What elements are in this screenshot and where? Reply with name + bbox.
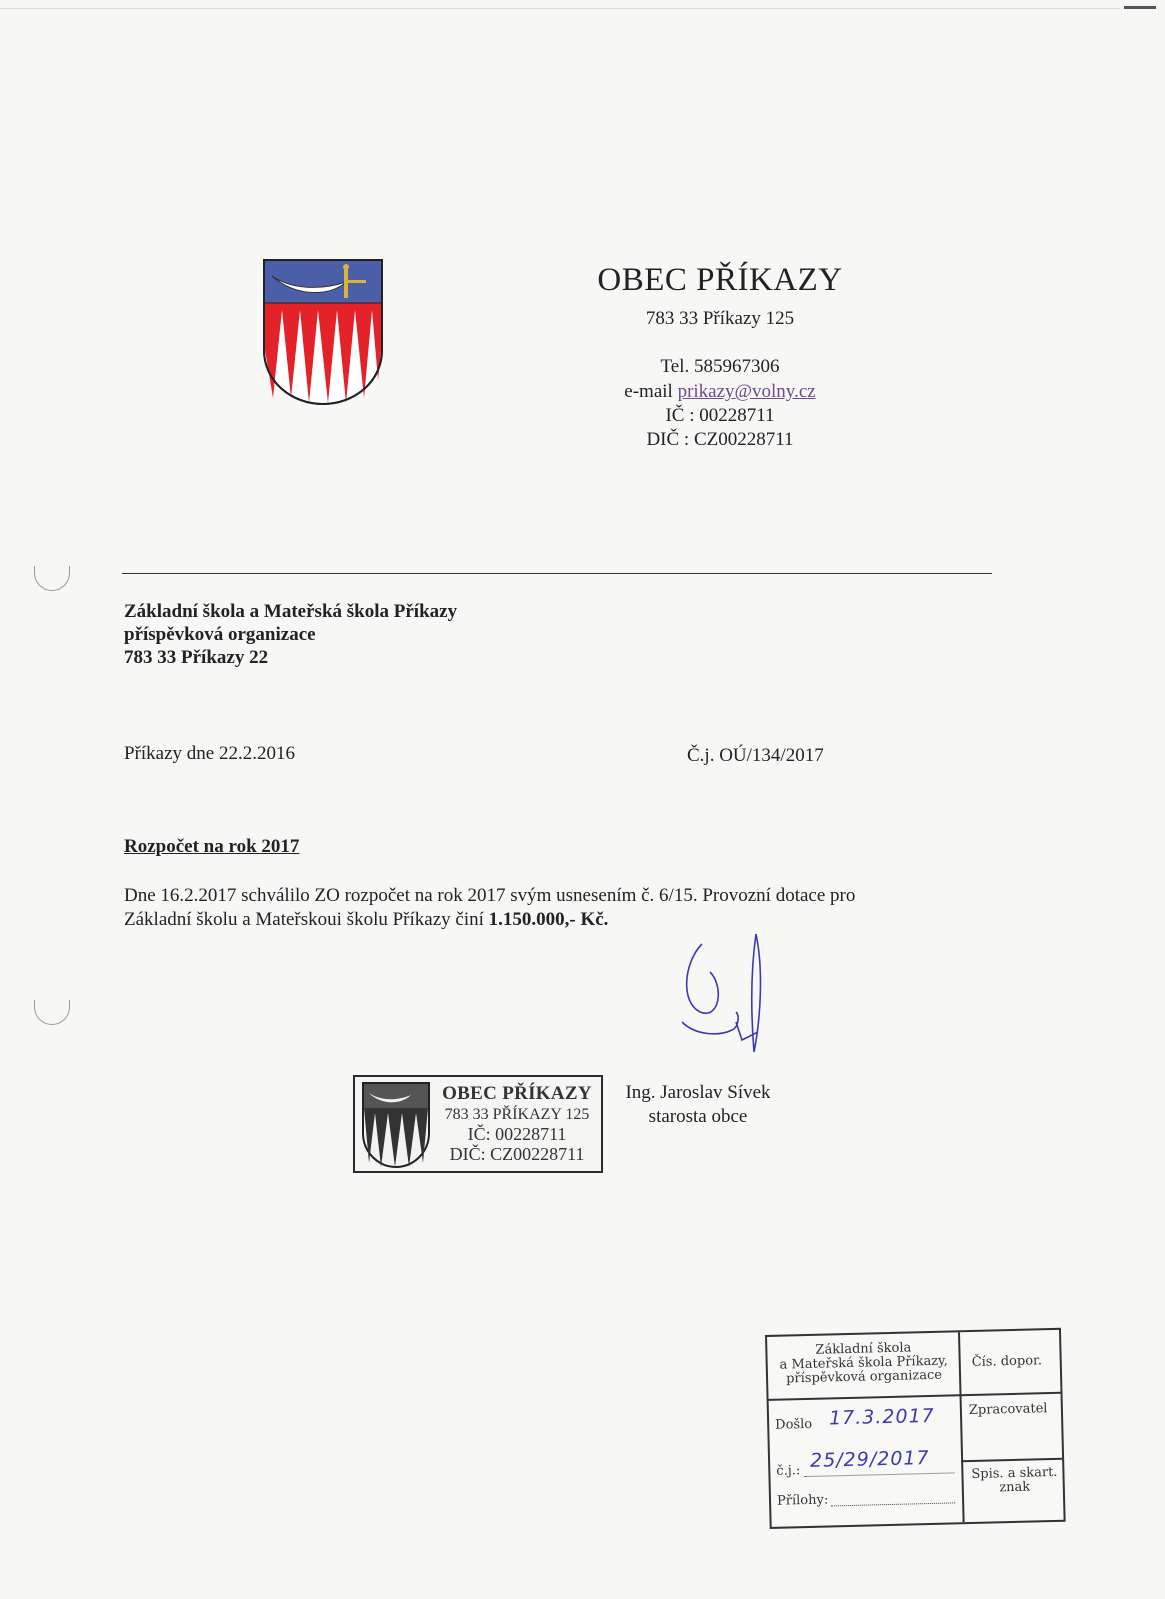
body-line-2-text: Základní školu a Mateřskoui školu Příkazy činí <box>124 909 489 930</box>
registry-zpracovatel-label: Zpracovatel <box>968 1401 1048 1419</box>
registry-org-name <box>769 1340 958 1387</box>
binder-hole-lower <box>34 1000 70 1025</box>
municipal-stamp <box>353 1075 603 1173</box>
municipality-email-line <box>570 381 870 403</box>
municipality-ic: IČ : 00228711 <box>665 405 775 426</box>
registry-spis-line-1: Spis. a skart. <box>971 1464 1058 1482</box>
stamp-crest-icon <box>361 1081 431 1169</box>
registry-receipt-stamp <box>765 1328 1066 1529</box>
email-link[interactable]: prikazy@volny.cz <box>677 381 816 402</box>
body-line-1: Dne 16.2.2017 schválilo ZO rozpočet na rok 2017 svým usnesením č. 6/15. Provozní dotace pro <box>124 885 856 906</box>
registry-divider-right-2 <box>961 1458 1062 1462</box>
coat-of-arms-icon <box>262 258 384 406</box>
recipient-address <box>124 600 457 669</box>
stamp-address: 783 33 PŘÍKAZY 125 <box>444 1106 590 1123</box>
municipality-address: 783 33 Příkazy 125 <box>645 308 795 329</box>
binder-hole-upper <box>34 566 70 591</box>
registry-prilohy-label: Přílohy: <box>776 1492 829 1509</box>
registry-cj-value: 25/29/2017 <box>809 1447 930 1472</box>
scan-corner-mark <box>1124 6 1156 9</box>
handwritten-signature <box>680 932 790 1062</box>
stamp-dic: DIČ: CZ00228711 <box>449 1144 585 1164</box>
email-label: e-mail <box>624 381 678 402</box>
subsidy-amount: 1.150.000,- Kč. <box>488 909 609 930</box>
registry-cj-label: č.j.: <box>776 1463 801 1479</box>
stamp-text <box>433 1083 601 1164</box>
registry-org-line-2: a Mateřská škola Příkazy, <box>779 1353 949 1373</box>
registry-divider-right-1 <box>960 1392 1061 1396</box>
registry-org-line-3: příspěvková organizace <box>785 1367 943 1387</box>
body-line-2 <box>124 908 984 932</box>
stamp-ic: IČ: 00228711 <box>467 1124 567 1144</box>
stamp-title: OBEC PŘÍKAZY <box>442 1083 592 1104</box>
place-date: Příkazy dne 22.2.2016 <box>124 743 295 764</box>
signatory-name: Ing. Jaroslav Sívek <box>625 1082 771 1103</box>
signatory-role: starosta obce <box>648 1106 748 1127</box>
registry-org-line-1: Základní škola <box>815 1340 912 1358</box>
registry-doslo-label: Došlo <box>775 1416 813 1433</box>
letterhead <box>570 262 870 299</box>
registry-spis-label <box>966 1466 1063 1496</box>
registry-spis-line-2: znak <box>999 1479 1031 1496</box>
registry-prilohy-dotted-line <box>831 1502 955 1506</box>
registry-doslo-value: 17.3.2017 <box>828 1404 935 1430</box>
registry-cj-dotted-line <box>804 1472 954 1477</box>
recipient-line-1: Základní škola a Mateřská škola Příkazy <box>124 601 458 622</box>
scan-top-edge <box>0 8 1120 9</box>
letter-body <box>124 884 984 932</box>
municipality-title: OBEC PŘÍKAZY <box>597 262 843 298</box>
letter-subject: Rozpočet na rok 2017 <box>124 836 300 857</box>
signatory-block <box>612 1081 784 1129</box>
registry-divider-left <box>769 1394 960 1401</box>
recipient-line-3: 783 33 Příkazy 22 <box>124 647 269 668</box>
registry-divider-vertical <box>958 1332 965 1522</box>
header-divider <box>122 573 992 574</box>
municipality-phone: Tel. 585967306 <box>660 356 780 377</box>
recipient-line-2: příspěvková organizace <box>124 624 316 645</box>
reference-number: Č.j. OÚ/134/2017 <box>687 745 824 766</box>
municipality-dic: DIČ : CZ00228711 <box>646 429 794 450</box>
registry-cis-dopor-label: Čís. dopor. <box>971 1353 1043 1370</box>
